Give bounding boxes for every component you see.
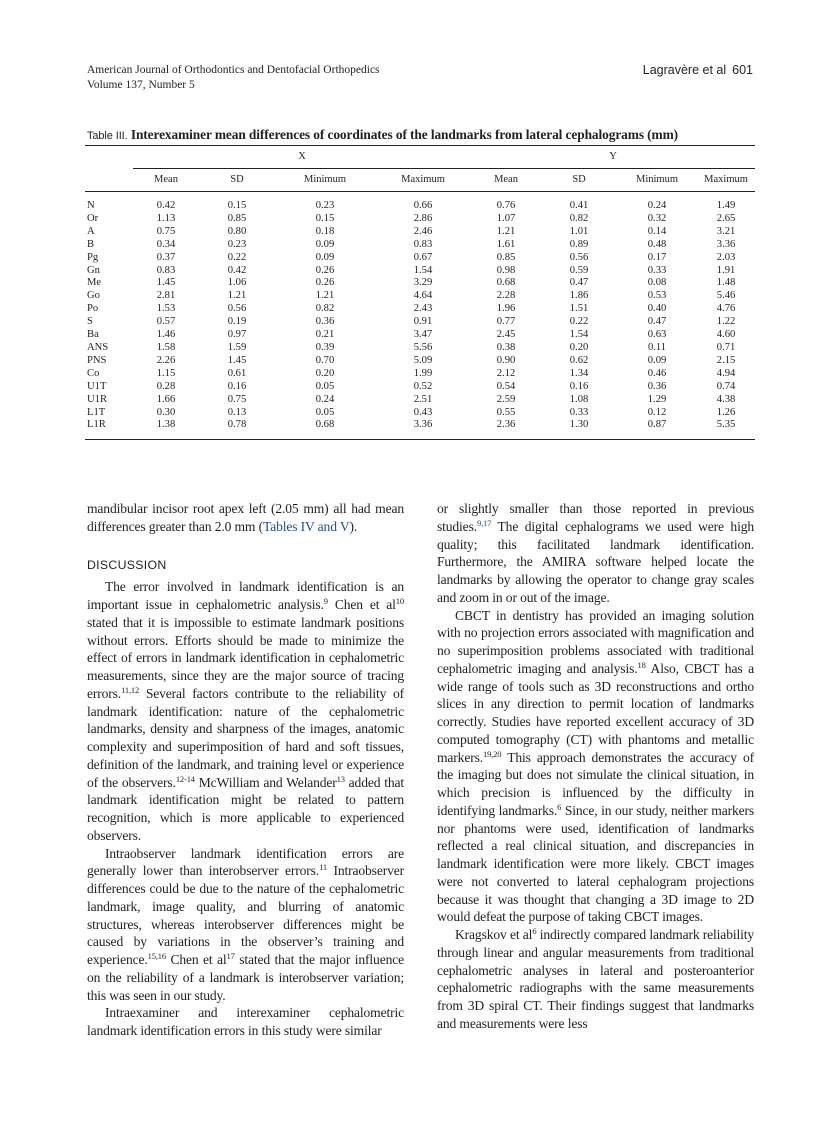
column-header: Maximum xyxy=(697,169,755,192)
value-cell: 0.63 xyxy=(647,329,667,341)
table-row xyxy=(85,239,755,252)
table-row xyxy=(85,342,755,355)
column-header: Minimum xyxy=(275,169,375,192)
value-cell: 0.57 xyxy=(156,316,176,328)
table-iii xyxy=(85,145,755,440)
value-cell: 0.11 xyxy=(647,341,667,353)
column-header: SD xyxy=(541,169,617,192)
value-cell: 1.99 xyxy=(413,367,433,379)
landmark-cell: PNS xyxy=(87,354,107,366)
column-header-row xyxy=(85,169,755,192)
value-cell: 0.83 xyxy=(156,264,176,276)
value-cell: 0.09 xyxy=(315,238,335,250)
value-cell: 0.32 xyxy=(647,212,667,224)
value-cell: 1.61 xyxy=(496,238,516,250)
citation: 11 xyxy=(319,862,327,873)
value-cell: 0.05 xyxy=(315,406,335,418)
value-cell: 2.81 xyxy=(156,290,176,302)
table-row xyxy=(85,381,755,394)
column-header: SD xyxy=(199,169,275,192)
value-cell: 0.23 xyxy=(315,200,335,211)
value-cell: 0.08 xyxy=(647,277,667,289)
value-cell: 0.37 xyxy=(156,251,176,263)
citation: 19,20 xyxy=(482,748,502,759)
value-cell: 0.68 xyxy=(496,277,516,289)
section-heading: DISCUSSION xyxy=(87,557,167,572)
value-cell: 0.20 xyxy=(569,341,589,353)
value-cell: 0.77 xyxy=(496,316,516,328)
value-cell: 1.01 xyxy=(569,225,589,237)
table-caption xyxy=(87,127,767,143)
citation: 18 xyxy=(637,659,646,670)
landmark-cell: B xyxy=(87,238,95,250)
value-cell: 0.33 xyxy=(647,264,667,276)
value-cell: 0.26 xyxy=(315,264,335,276)
value-cell: 2.26 xyxy=(156,354,176,366)
continued-paragraph: mandibular incisor root apex left (2.05 mm) all had mean differences greater than 2.0 mm (Tables IV and V). xyxy=(87,501,404,534)
citation: 6 xyxy=(557,801,562,812)
citation: 15,16 xyxy=(147,951,167,961)
landmark-cell: A xyxy=(87,225,95,237)
value-cell: 1.59 xyxy=(227,341,247,353)
body-paragraph: Intraexaminer and interexaminer cephalometric landmark identification errors in this study were similar xyxy=(87,1005,404,1038)
value-cell: 0.82 xyxy=(569,212,589,224)
value-cell: 1.58 xyxy=(156,341,176,353)
value-cell: 0.13 xyxy=(227,406,247,418)
value-cell: 0.34 xyxy=(156,238,176,250)
value-cell: 0.87 xyxy=(647,419,667,431)
value-cell: 0.38 xyxy=(496,341,516,353)
value-cell: 1.07 xyxy=(496,212,516,224)
value-cell: 2.28 xyxy=(496,290,516,302)
landmark-cell: L1T xyxy=(87,406,106,418)
value-cell: 0.54 xyxy=(496,380,516,392)
value-cell: 1.26 xyxy=(716,406,736,418)
table-row xyxy=(85,316,755,329)
value-cell: 0.42 xyxy=(227,264,247,276)
value-cell: 1.91 xyxy=(716,264,736,276)
value-cell: 1.22 xyxy=(716,316,736,328)
value-cell: 0.55 xyxy=(496,406,516,418)
value-cell: 0.18 xyxy=(315,225,335,237)
value-cell: 4.94 xyxy=(716,367,736,379)
value-cell: 1.48 xyxy=(716,277,736,289)
table-label: Table III. xyxy=(87,130,128,142)
journal-info xyxy=(87,63,380,93)
author-page xyxy=(643,63,753,78)
table-title: Interexaminer mean differences of coordinates of the landmarks from lateral cephalograms (mm) xyxy=(130,127,679,142)
table-row xyxy=(85,252,755,265)
column-header: Minimum xyxy=(617,169,697,192)
table-row xyxy=(85,355,755,368)
value-cell: 1.38 xyxy=(156,419,176,431)
value-cell: 0.09 xyxy=(315,251,335,263)
value-cell: 3.47 xyxy=(413,329,433,341)
value-cell: 0.90 xyxy=(496,354,516,366)
value-cell: 2.45 xyxy=(496,329,516,341)
value-cell: 2.65 xyxy=(716,212,736,224)
value-cell: 1.54 xyxy=(413,264,433,276)
value-cell: 0.75 xyxy=(227,393,247,405)
landmark-header xyxy=(85,169,133,192)
value-cell: 5.56 xyxy=(413,341,433,353)
value-cell: 0.89 xyxy=(569,238,589,250)
column-header: Maximum xyxy=(375,169,471,192)
value-cell: 0.82 xyxy=(315,303,335,315)
citation: 17 xyxy=(226,951,235,961)
value-cell: 3.36 xyxy=(413,419,433,431)
value-cell: 0.85 xyxy=(496,251,516,263)
value-cell: 2.86 xyxy=(413,212,433,224)
data-table xyxy=(85,145,755,440)
column-header: Mean xyxy=(471,169,541,192)
value-cell: 0.30 xyxy=(156,406,176,418)
table-row xyxy=(85,394,755,407)
value-cell: 1.21 xyxy=(315,290,335,302)
body-paragraph: The error involved in landmark identification is an important issue in cephalometric analysis.$^9$ Chen et $al^{10}$ stated that it is impossible to estimate landmark positions without errors. Efforts should be made to minimize the effect of errors in landmark identification in cephalometric measurements, since they are the major source of tracing errors.$^{11,12}$ Several factors contribute to the reliability of landmark identification: nature of the cephalometric landmarks, density and sharpness of the images, anatomic complexity and superimposition of hard and soft tissues, definition of the landmark, and training level or experience of the observers.$^{12-14}$ McWilliam and Welander$^{13}$ added that landmark identification might be related to pattern recognition, which is more applicable to experienced observers. xyxy=(87,579,404,843)
value-cell: 0.75 xyxy=(156,225,176,237)
citation: 10 xyxy=(395,596,404,606)
table-row xyxy=(85,407,755,420)
value-cell: 0.47 xyxy=(647,316,667,328)
landmark-cell: Co xyxy=(87,367,100,379)
value-cell: 0.74 xyxy=(716,380,736,392)
value-cell: 1.51 xyxy=(569,303,589,315)
value-cell: 4.38 xyxy=(716,393,736,405)
body-paragraph: CBCT in dentistry has provided an imaging solution with no projection errors associated with magnification and no superimposition problems associated with traditional cephalometric imaging and analysis.$^{18}$ Also, CBCT has a wide range of tools such as 3D reconstructions and ortho slices in any direction to permit location of landmarks correctly. Studies have reported excellent accuracy of 3D computed tomography (CT) with phantoms and metallic markers.$^{19,20}$ This approach demonstrates the accuracy of the imaging but does not simulate the clinical situation, in which precision is influenced by the difficulty in identifying landmarks.$^6$ Since, in our study, neither markers nor phantoms were used, identification of landmarks reflected a real clinical situation, and discrepancies in landmark identification were more likely. CBCT images were not converted to lateral cephalogram projections because it was thought that changing a 3D image to 2D would defeat the purpose of taking CBCT images. xyxy=(437,607,754,925)
table-row xyxy=(85,213,755,226)
value-cell: 0.56 xyxy=(227,303,247,315)
value-cell: 3.29 xyxy=(413,277,433,289)
column-group-row xyxy=(85,146,755,169)
value-cell: 3.21 xyxy=(716,225,736,237)
value-cell: 1.30 xyxy=(569,419,589,431)
body-paragraph: or slightly smaller than those reported in previous studies.$^{9,17}$ The digital cephalograms we used were high quality; this facilitated landmark identification. Furthermore, the AMIRA software helped locate the landmarks by allowing the operator to change gray scales and zoom in or out of the image. xyxy=(437,501,754,605)
journal-volume: Volume 137, Number 5 xyxy=(87,79,195,91)
value-cell: 0.83 xyxy=(413,238,433,250)
value-cell: 0.66 xyxy=(413,200,433,211)
value-cell: 1.54 xyxy=(569,329,589,341)
table-row xyxy=(85,303,755,316)
value-cell: 0.76 xyxy=(496,200,516,211)
landmark-cell: ANS xyxy=(87,341,109,353)
landmark-cell: Me xyxy=(87,277,102,289)
landmark-cell: N xyxy=(87,200,95,211)
value-cell: 2.03 xyxy=(716,251,736,263)
value-cell: 0.22 xyxy=(569,316,589,328)
value-cell: 0.40 xyxy=(647,303,667,315)
citation: 6 xyxy=(532,926,537,936)
landmark-cell: U1R xyxy=(87,393,108,405)
value-cell: 1.46 xyxy=(156,329,176,341)
value-cell: 2.46 xyxy=(413,225,433,237)
value-cell: 1.34 xyxy=(569,367,589,379)
page-number: 601 xyxy=(732,63,753,77)
value-cell: 1.53 xyxy=(156,303,176,315)
table-row xyxy=(85,329,755,342)
table-row xyxy=(85,419,755,439)
value-cell: 0.42 xyxy=(156,200,176,211)
body-paragraph: Kragskov et $al^6$ indirectly compared landmark reliability through linear and angular measurements from traditional cephalometric analyses in lateral and posteroanterior cephalometric radiographs with the same measurements from 3D spiral CT. Their findings suggest that landmarks and measurements were less xyxy=(437,926,754,1031)
value-cell: 1.06 xyxy=(227,277,247,289)
value-cell: 0.15 xyxy=(315,212,335,224)
value-cell: 0.47 xyxy=(569,277,589,289)
group-y: Y xyxy=(471,146,755,169)
value-cell: 0.24 xyxy=(315,393,335,405)
value-cell: 1.96 xyxy=(496,303,516,315)
citation: 12-14 xyxy=(175,773,195,784)
table-row xyxy=(85,226,755,239)
corner-cell xyxy=(85,146,133,169)
value-cell: 0.43 xyxy=(413,406,433,418)
citation: 9 xyxy=(323,596,328,606)
value-cell: 4.64 xyxy=(413,290,433,302)
value-cell: 0.17 xyxy=(647,251,667,263)
landmark-cell: L1R xyxy=(87,419,106,431)
landmark-cell: Po xyxy=(87,303,99,315)
value-cell: 3.36 xyxy=(716,238,736,250)
value-cell: 2.36 xyxy=(496,419,516,431)
value-cell: 5.35 xyxy=(716,419,736,431)
table-row xyxy=(85,277,755,290)
value-cell: 0.91 xyxy=(413,316,433,328)
value-cell: 5.46 xyxy=(716,290,736,302)
landmark-cell: Gn xyxy=(87,264,100,276)
value-cell: 0.67 xyxy=(413,251,433,263)
value-cell: 4.60 xyxy=(716,329,736,341)
value-cell: 1.66 xyxy=(156,393,176,405)
landmark-cell: S xyxy=(87,316,93,328)
value-cell: 0.70 xyxy=(315,354,335,366)
value-cell: 1.29 xyxy=(647,393,667,405)
value-cell: 0.59 xyxy=(569,264,589,276)
value-cell: 0.68 xyxy=(315,419,335,431)
table-row xyxy=(85,368,755,381)
value-cell: 1.21 xyxy=(496,225,516,237)
value-cell: 0.09 xyxy=(647,354,667,366)
value-cell: 0.36 xyxy=(315,316,335,328)
value-cell: 0.41 xyxy=(569,200,589,211)
value-cell: 2.51 xyxy=(413,393,433,405)
left-text-column xyxy=(87,500,404,1040)
journal-name: American Journal of Orthodontics and Dentofacial Orthopedics xyxy=(87,64,380,76)
value-cell: 0.16 xyxy=(569,380,589,392)
value-cell: 1.15 xyxy=(156,367,176,379)
citation: 11,12 xyxy=(121,684,140,695)
value-cell: 0.39 xyxy=(315,341,335,353)
value-cell: 2.15 xyxy=(716,354,736,366)
value-cell: 1.45 xyxy=(156,277,176,289)
value-cell: 0.98 xyxy=(496,264,516,276)
value-cell: 5.09 xyxy=(413,354,433,366)
value-cell: 1.13 xyxy=(156,212,176,224)
citation: 9,17 xyxy=(476,517,492,528)
value-cell: 4.76 xyxy=(716,303,736,315)
value-cell: 0.85 xyxy=(227,212,247,224)
value-cell: 0.26 xyxy=(315,277,335,289)
landmark-cell: Ba xyxy=(87,329,99,341)
value-cell: 0.19 xyxy=(227,316,247,328)
value-cell: 0.05 xyxy=(315,380,335,392)
value-cell: 0.36 xyxy=(647,380,667,392)
value-cell: 1.21 xyxy=(227,290,247,302)
table-reference-link[interactable]: Tables IV and V xyxy=(262,518,350,534)
value-cell: 0.53 xyxy=(647,290,667,302)
table-row xyxy=(85,192,755,213)
value-cell: 0.15 xyxy=(227,200,247,211)
table-body xyxy=(85,192,755,440)
value-cell: 0.22 xyxy=(227,251,247,263)
value-cell: 0.14 xyxy=(647,225,667,237)
value-cell: 0.24 xyxy=(647,200,667,211)
value-cell: 0.20 xyxy=(315,367,335,379)
value-cell: 0.71 xyxy=(716,341,736,353)
value-cell: 2.43 xyxy=(413,303,433,315)
value-cell: 1.86 xyxy=(569,290,589,302)
value-cell: 1.49 xyxy=(716,200,736,211)
citation: 13 xyxy=(336,773,345,784)
value-cell: 1.08 xyxy=(569,393,589,405)
right-text-column xyxy=(437,500,754,1033)
landmark-cell: U1T xyxy=(87,380,107,392)
landmark-cell: Go xyxy=(87,290,100,302)
column-header: Mean xyxy=(133,169,199,192)
value-cell: 0.21 xyxy=(315,329,335,341)
landmark-cell: Or xyxy=(87,212,99,224)
table-row xyxy=(85,290,755,303)
value-cell: 0.97 xyxy=(227,329,247,341)
value-cell: 0.12 xyxy=(647,406,667,418)
value-cell: 2.12 xyxy=(496,367,516,379)
value-cell: 0.28 xyxy=(156,380,176,392)
value-cell: 2.59 xyxy=(496,393,516,405)
value-cell: 0.33 xyxy=(569,406,589,418)
landmark-cell: Pg xyxy=(87,251,99,263)
value-cell: 1.45 xyxy=(227,354,247,366)
value-cell: 0.78 xyxy=(227,419,247,431)
value-cell: 0.46 xyxy=(647,367,667,379)
value-cell: 0.62 xyxy=(569,354,589,366)
value-cell: 0.16 xyxy=(227,380,247,392)
value-cell: 0.56 xyxy=(569,251,589,263)
running-authors: Lagravère et al xyxy=(642,63,727,77)
value-cell: 0.48 xyxy=(647,238,667,250)
value-cell: 0.23 xyxy=(227,238,247,250)
table-row xyxy=(85,265,755,278)
body-paragraph: Intraobserver landmark identification errors are generally lower than interobserver errors.$^{11}$ Intraobserver differences could be due to the nature of the cephalometric landmark, image quality, and blurring of anatomic structures, whereas interobserver differences might be caused by variations in the observer’s training and experience.$^{15,16}$ Chen et $al^{17}$ stated that the major influence on the reliability of a landmark is interobserver variation; this was seen in our study. xyxy=(87,845,404,1003)
value-cell: 0.52 xyxy=(413,380,433,392)
group-x: X xyxy=(133,146,471,169)
value-cell: 0.61 xyxy=(227,367,247,379)
value-cell: 0.80 xyxy=(227,225,247,237)
